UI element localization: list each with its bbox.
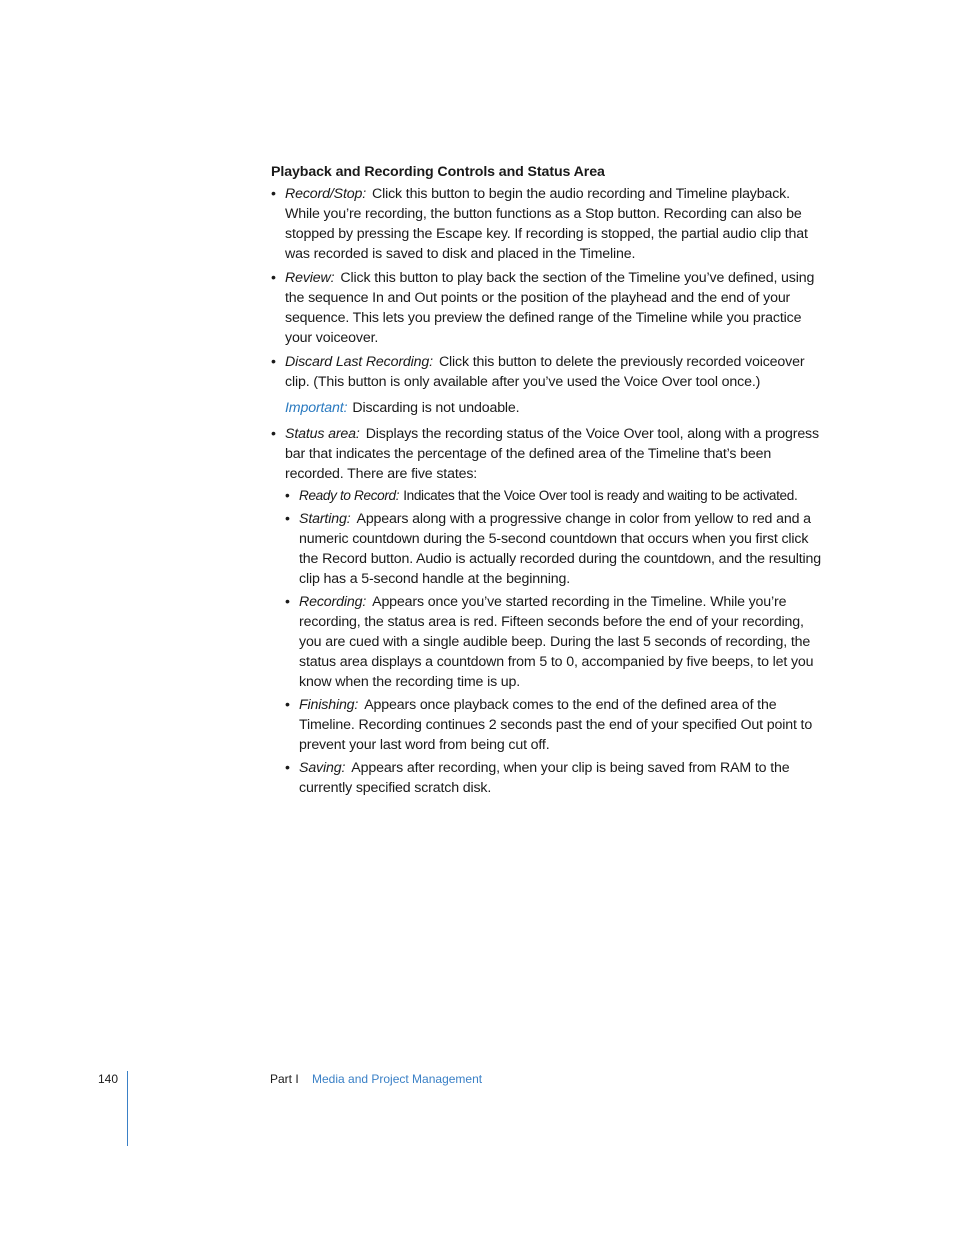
term-ready-to-record: Ready to Record: [299,488,400,503]
description-record-stop: Click this button to begin the audio recording and Timeline playback. While you’re recording, the button functions as a Stop button. Recording can also be stopped by pressing the Escape key. If recording is stopped, the partial audio clip that was recorded is saved to disk and placed in the Timeline. [285,186,808,262]
description-saving: Appears after recording, when your clip is being saved from RAM to the currently specified scratch disk. [299,760,790,796]
description-discard-last-recording: Click this button to delete the previously recorded voiceover clip. (This button is only available after you’ve used the Voice Over tool once.) [285,354,805,390]
list-item-ready-to-record [285,486,827,506]
footer-part-title: Media and Project Management [312,1072,483,1086]
status-states-list [285,486,827,798]
description-finishing: Appears once playback comes to the end of the defined area of the Timeline. Recording continues 2 seconds past the end of your specified Out point to prevent your last word from being cut off. [299,697,813,753]
footer-part-label: Part I [270,1072,299,1086]
list-item-record-stop [271,184,827,264]
main-content [271,162,827,802]
term-record-stop: Record/Stop: [285,186,367,202]
description-starting: Appears along with a progressive change in color from yellow to red and a numeric countdown during the 5-second countdown that occurs when you first click the Record button. Audio is actually recorded during the countdown, and the resulting clip has a 5-second handle at the beginning. [299,511,821,587]
important-label: Important: [285,400,348,416]
important-text: Discarding is not undoable. [352,400,520,416]
description-recording: Appears once you’ve started recording in the Timeline. While you’re recording, the status area is red. Fifteen seconds before the end of your recording, you are cued with a single audible beep. During the last 5 seconds of recording, the status area displays a countdown from 5 to 0, accompanied by five beeps, to let you know when the recording time is up. [299,594,814,690]
term-recording: Recording: [299,594,367,610]
term-status-area: Status area: [285,426,360,442]
list-item-starting [285,509,827,589]
list-item-review [271,268,827,348]
description-review: Click this button to play back the section of the Timeline you’ve defined, using the sequence In and Out points or the position of the playhead and the end of your sequence. This lets you preview the defined range of the Timeline while you practice your voiceover. [285,270,815,346]
list-item-discard-last-recording [271,352,827,418]
term-finishing: Finishing: [299,697,359,713]
description-status-area: Displays the recording status of the Voice Over tool, along with a progress bar that indicates the percentage of the defined area of the Timeline that’s been recorded. There are five states: [285,426,819,482]
page-number: 140 [98,1072,119,1086]
description-ready-to-record: Indicates that the Voice Over tool is ready and waiting to be activated. [403,488,798,503]
term-discard-last-recording: Discard Last Recording: [285,354,433,370]
controls-list [271,184,827,798]
footer-divider [127,1071,128,1146]
list-item-saving [285,758,827,798]
list-item-recording [285,592,827,692]
term-saving: Saving: [299,760,346,776]
list-item-finishing [285,695,827,755]
term-starting: Starting: [299,511,351,527]
list-item-status-area [271,424,827,798]
term-review: Review: [285,270,335,286]
section-heading: Playback and Recording Controls and Status Area [271,164,605,180]
important-note [285,398,827,418]
